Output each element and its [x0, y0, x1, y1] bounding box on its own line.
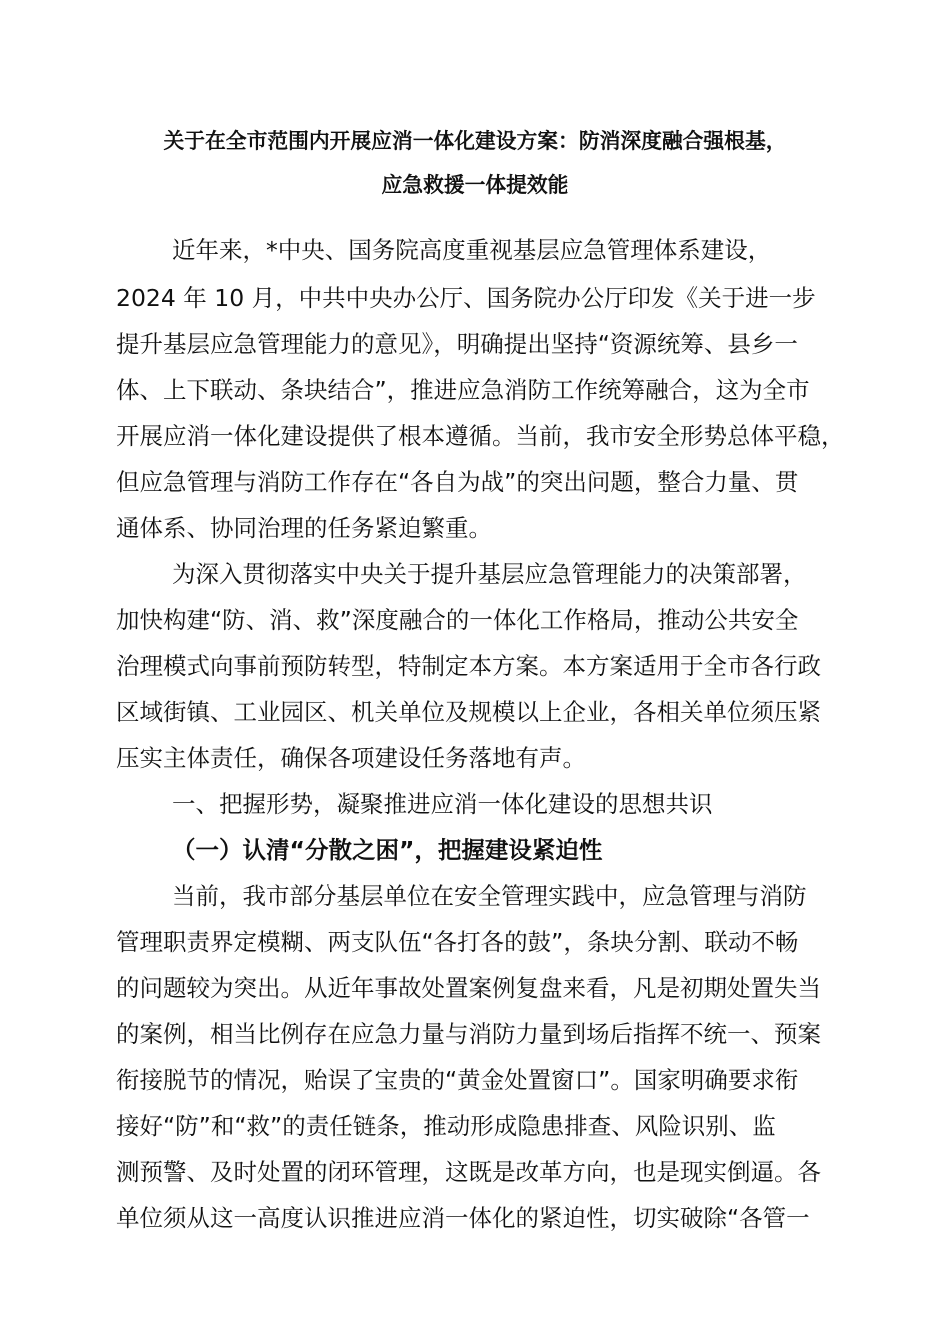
- paragraph-1-line-1: 近年来，*中央、国务院高度重视基层应急管理体系建设，: [172, 236, 772, 264]
- paragraph-1-line-5: 开展应消一体化建设提供了根本遵循。当前，我市安全形势总体平稳，: [116, 422, 845, 450]
- paragraph-2-line-1: 为深入贯彻落实中央关于提升基层应急管理能力的决策部署，: [172, 560, 807, 588]
- paragraph-2-line-3: 治理模式向事前预防转型，特制定本方案。本方案适用于全市各行政: [116, 652, 821, 680]
- document-title-line-1: 关于在全市范围内开展应消一体化建设方案：防消深度融合强根基，: [163, 129, 787, 153]
- paragraph-3-line-7: 测预警、及时处置的闭环管理，这既是改革方向，也是现实倒逼。各: [116, 1158, 821, 1186]
- paragraph-3-line-6: 接好“防”和“救”的责任链条，推动形成隐患排查、风险识别、监: [116, 1112, 776, 1140]
- paragraph-3-line-1: 当前，我市部分基层单位在安全管理实践中，应急管理与消防: [172, 882, 807, 910]
- paragraph-3-line-5: 衔接脱节的情况，贻误了宝贵的“黄金处置窗口”。国家明确要求衔: [116, 1066, 799, 1094]
- paragraph-3-line-2: 管理职责界定模糊、两支队伍“各打各的鼓”，条块分割、联动不畅: [116, 928, 799, 956]
- paragraph-1-line-6: 但应急管理与消防工作存在“各自为战”的突出问题，整合力量、贯: [116, 468, 799, 496]
- section-1-heading: 一、把握形势，凝聚推进应消一体化建设的思想共识: [172, 790, 713, 818]
- paragraph-2-line-2: 加快构建“防、消、救”深度融合的一体化工作格局，推动公共安全: [116, 606, 799, 634]
- paragraph-2-line-5: 压实主体责任，确保各项建设任务落地有声。: [116, 744, 586, 772]
- paragraph-1-line-4: 体、上下联动、条块结合”，推进应急消防工作统筹融合，这为全市: [116, 376, 810, 404]
- paragraph-3-line-3: 的问题较为突出。从近年事故处置案例复盘来看，凡是初期处置失当: [116, 974, 821, 1002]
- paragraph-1-line-7: 通体系、协同治理的任务紧迫繁重。: [116, 514, 492, 542]
- paragraph-3-line-8: 单位须从这一高度认识推进应消一体化的紧迫性，切实破除“各管一: [116, 1204, 810, 1232]
- paragraph-3-line-4: 的案例，相当比例存在应急力量与消防力量到场后指挥不统一、预案: [116, 1020, 821, 1048]
- subsection-1-heading: （一）认清“分散之困”，把握建设紧迫性: [172, 836, 603, 864]
- paragraph-2-line-4: 区域街镇、工业园区、机关单位及规模以上企业，各相关单位须压紧: [116, 698, 821, 726]
- paragraph-1-line-3: 提升基层应急管理能力的意见》，明确提出坚持“资源统筹、县乡一: [116, 330, 798, 358]
- paragraph-1-line-2: 2024 年 10 月，中共中央办公厅、国务院办公厅印发《关于进一步: [116, 284, 816, 312]
- document-title-line-2: 应急救援一体提效能: [381, 173, 569, 197]
